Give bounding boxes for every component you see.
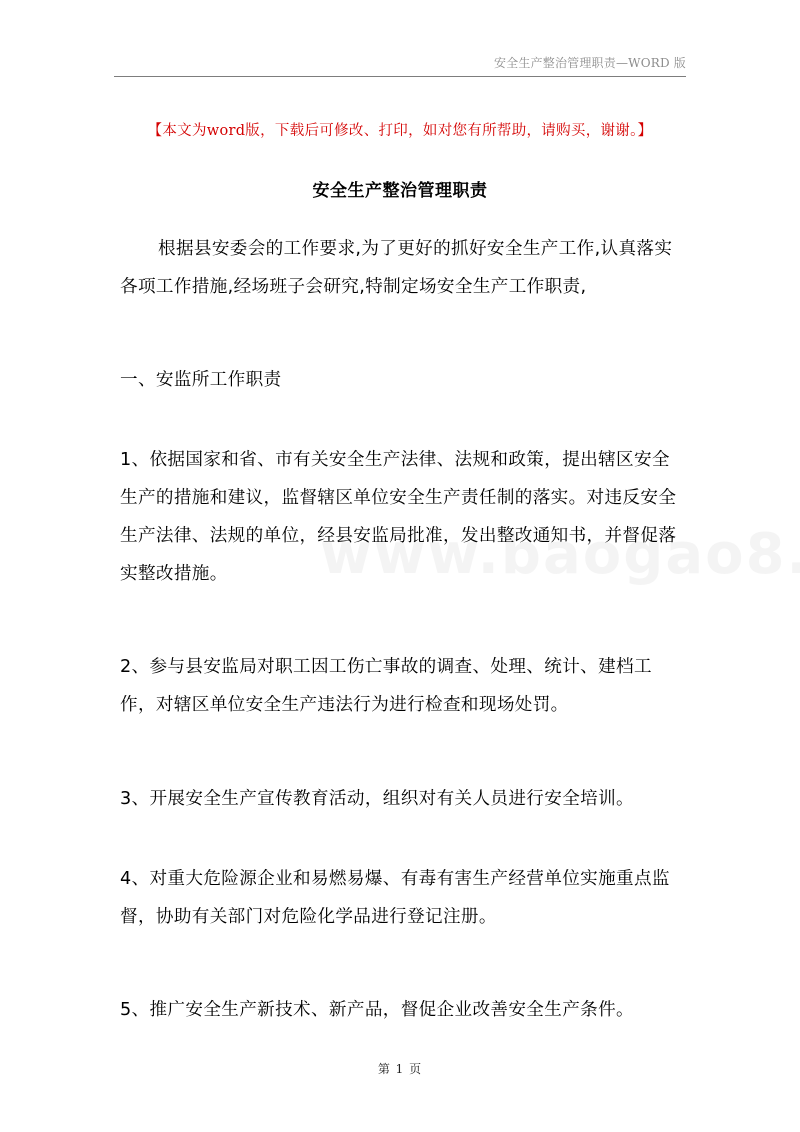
page-number: 第 1 页 (377, 1062, 423, 1076)
paragraph-item-5: 5、推广安全生产新技术、新产品，督促企业改善安全生产条件。 (120, 1000, 634, 1020)
paragraph-intro: 根据县安委会的工作要求,为了更好的抓好安全生产工作,认真落实各项工作措施,经场班子会研究,特制定场安全生产工作职责, (120, 239, 673, 297)
download-notice: 【本文为word版，下载后可修改、打印，如对您有所帮助，请购买，谢谢。】 (147, 123, 653, 139)
paragraph-item-2: 2、参与县安监局对职工因工伤亡事故的调查、处理、统计、建档工作，对辖区单位安全生产违法行为进行检查和现场处罚。 (120, 657, 652, 715)
paragraph-item-4: 4、对重大危险源企业和易燃易爆、有毒有害生产经营单位实施重点监督，协助有关部门对危险化学品进行登记注册。 (120, 869, 670, 927)
paragraph-item-1: 1、依据国家和省、市有关安全生产法律、法规和政策，提出辖区安全生产的措施和建议，监督辖区单位安全生产责任制的落实。对违反安全生产法律、法规的单位，经县安监局批准，发出整改通知书，并督促落实整改措施。 (120, 450, 677, 584)
section-heading-1: 一、安监所工作职责 (120, 370, 282, 390)
header-rule (114, 76, 686, 77)
document-title: 安全生产整治管理职责 (312, 181, 488, 201)
paragraph-item-3: 3、开展安全生产宣传教育活动，组织对有关人员进行安全培训。 (120, 789, 634, 809)
header-running-title: 安全生产整治管理职责—WORD 版 (493, 56, 686, 70)
